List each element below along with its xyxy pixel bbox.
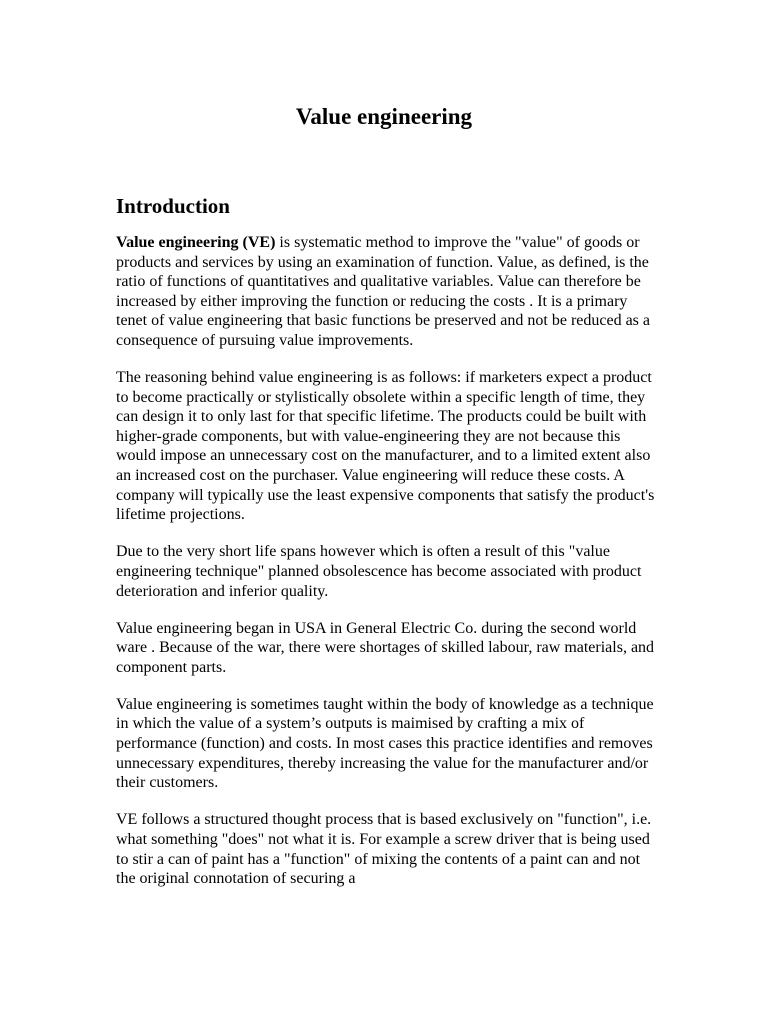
paragraph-1-text: is systematic method to improve the "value" of goods or products and services by using an examination of function. Value, as defined, is the ratio of functions of quantitatives and qualitative variables. Value can therefore be increased by either improving the function or reducing the costs . It is a primary tenet of value engineering that basic functions be preserved and not be reduced as a consequence of pursuing value improvements. (116, 234, 651, 349)
paragraph-4: Value engineering began in USA in General Electric Co. during the second world ware . Because of the war, there were shortages of skilled labour, raw materials, and component parts. (116, 619, 655, 676)
paragraph-2: The reasoning behind value engineering is as follows: if marketers expect a product to become practically or stylistically obsolete within a specific length of time, they can design it to only last for that specific lifetime. The products could be built with higher-grade components, but with value-engineering they are not because this would impose an unnecessary cost on the manufacturer, and to a limited extent also an increased cost on the purchaser. Value engineering will reduce these costs. A company will typically use the least expensive components that satisfy the product's lifetime projections. (116, 369, 655, 524)
lead-term-text: Value engineering (116, 234, 239, 251)
document-title: Value engineering (295, 104, 473, 129)
paragraph-5: Value engineering is sometimes taught within the body of knowledge as a technique in which the value of a system’s outputs is maimised by crafting a mix of performance (function) and costs. In most cases this practice identifies and removes unnecessary expenditures, thereby increasing the value for the manufacturer and/or their customers. (116, 695, 654, 792)
section-heading-introduction: Introduction (116, 194, 230, 218)
paragraph-1 (116, 233, 656, 351)
body-text (116, 233, 656, 906)
paragraph-3: Due to the very short life spans however which is often a result of this "value engineering technique" planned obsolescence has become associated with product deterioration and inferior quality. (116, 543, 642, 600)
paragraph-6: VE follows a structured thought process that is based exclusively on "function", i.e. what something "does" not what it is. For example a screw driver that is being used to stir a can of paint has a "function" of mixing the contents of a paint can and not the original connotation of securing a (116, 811, 652, 888)
paragraph-1-lead-term (116, 234, 275, 251)
lead-term-abbrev: (VE) (238, 234, 276, 251)
